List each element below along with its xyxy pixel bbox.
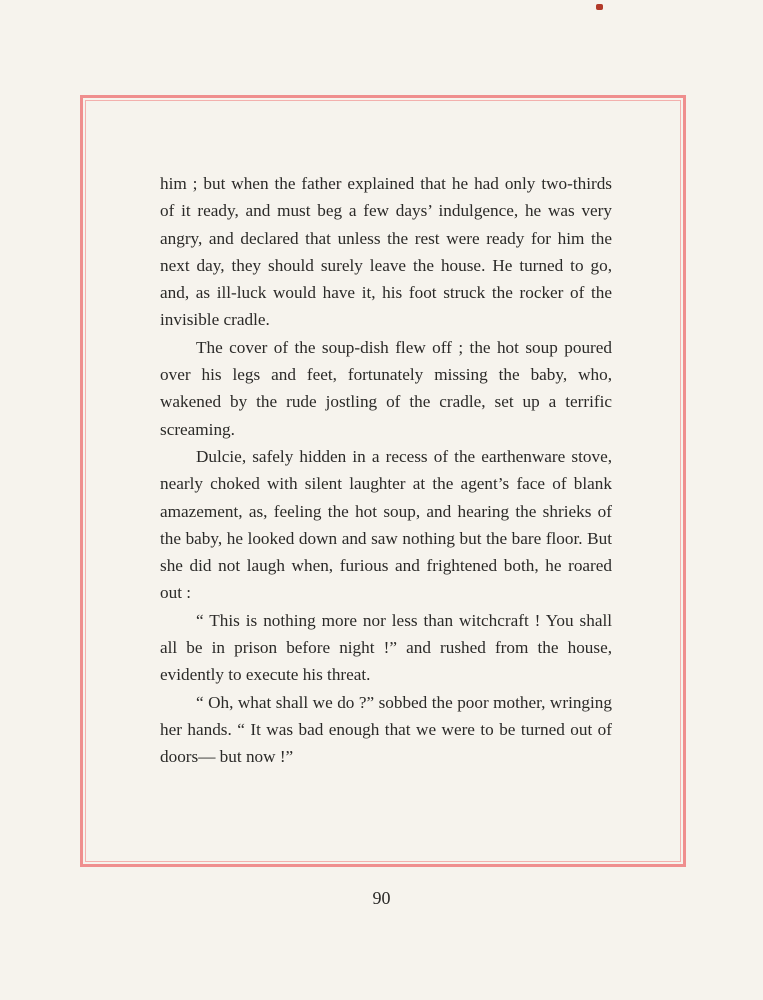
ink-speck [596,4,603,10]
body-text [160,170,612,771]
paragraph-5: “ Oh, what shall we do ?” sobbed the poor mother, wringing her hands. “ It was bad enough that we were to be turned out of doors— but now !” [160,692,612,767]
paragraph-2: The cover of the soup-dish flew off ; the hot soup poured over his legs and feet, fortunately missing the baby, who, wakened by the rude jostling of the cradle, set up a terrific screaming. [160,337,612,439]
page-number: 90 [372,888,391,908]
paragraph-3: Dulcie, safely hidden in a recess of the earthenware stove, nearly choked with silent laughter at the agent’s face of blank amazement, as, feeling the hot soup, and hearing the shrieks of the baby, he looked down and saw nothing but the bare floor. But she did not laugh when, furious and frightened both, he roared out : [160,446,612,603]
paragraph-1: him ; but when the father explained that he had only two-thirds of it ready, and must beg a few days’ indulgence, he was very angry, and declared that unless the rest were ready for him the next day, they should surely leave the house. He turned to go, and, as ill-luck would have it, his foot struck the rocker of the invisible cradle. [160,174,612,330]
paragraph-4: “ This is nothing more nor less than witchcraft ! You shall all be in prison before night !” and rushed from the house, evidently to execute his threat. [160,610,612,685]
